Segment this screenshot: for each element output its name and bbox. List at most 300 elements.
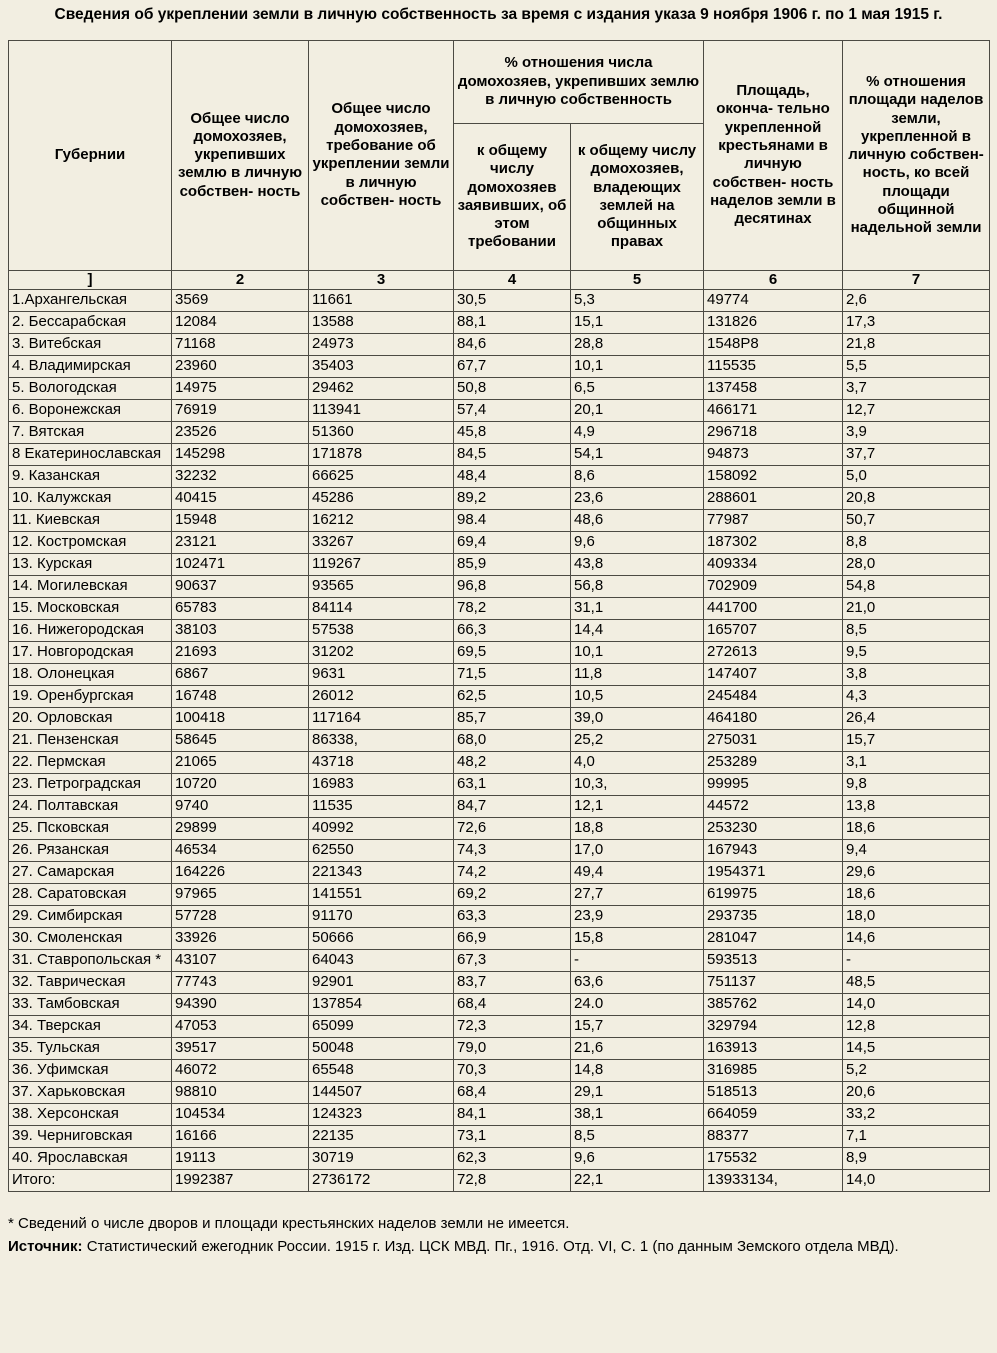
column-number: 4 bbox=[454, 270, 571, 289]
value-cell: 32232 bbox=[172, 466, 309, 488]
value-cell: 98.4 bbox=[454, 510, 571, 532]
table-row bbox=[9, 1082, 990, 1104]
value-cell: 99995 bbox=[704, 774, 843, 796]
province-cell: 14. Могилевская bbox=[9, 576, 172, 598]
value-cell: 15,7 bbox=[843, 730, 990, 752]
value-cell: 22,1 bbox=[571, 1170, 704, 1192]
value-cell: 84,5 bbox=[454, 444, 571, 466]
value-cell: 6,5 bbox=[571, 378, 704, 400]
value-cell: 51360 bbox=[309, 422, 454, 444]
province-cell: 31. Ставропольская * bbox=[9, 950, 172, 972]
value-cell: 16166 bbox=[172, 1126, 309, 1148]
value-cell: 43107 bbox=[172, 950, 309, 972]
province-cell: 18. Олонецкая bbox=[9, 664, 172, 686]
value-cell: 96,8 bbox=[454, 576, 571, 598]
value-cell: 49774 bbox=[704, 290, 843, 312]
value-cell: 14975 bbox=[172, 378, 309, 400]
value-cell: 44572 bbox=[704, 796, 843, 818]
value-cell: 62,5 bbox=[454, 686, 571, 708]
table-row bbox=[9, 334, 990, 356]
province-cell: 32. Таврическая bbox=[9, 972, 172, 994]
table-row bbox=[9, 664, 990, 686]
table-row bbox=[9, 598, 990, 620]
value-cell: 54,8 bbox=[843, 576, 990, 598]
value-cell: 8,8 bbox=[843, 532, 990, 554]
value-cell: 245484 bbox=[704, 686, 843, 708]
value-cell: 29,6 bbox=[843, 862, 990, 884]
province-cell: 8 Екатеринославская bbox=[9, 444, 172, 466]
value-cell: 14,0 bbox=[843, 994, 990, 1016]
table-row bbox=[9, 1126, 990, 1148]
value-cell: 85,9 bbox=[454, 554, 571, 576]
table-row bbox=[9, 730, 990, 752]
province-cell: 3. Витебская bbox=[9, 334, 172, 356]
column-number: 6 bbox=[704, 270, 843, 289]
value-cell: 385762 bbox=[704, 994, 843, 1016]
value-cell: 28,0 bbox=[843, 554, 990, 576]
value-cell: 29,1 bbox=[571, 1082, 704, 1104]
table-row bbox=[9, 488, 990, 510]
value-cell: 466171 bbox=[704, 400, 843, 422]
value-cell: 63,3 bbox=[454, 906, 571, 928]
value-cell: 9,6 bbox=[571, 1148, 704, 1170]
province-cell: 11. Киевская bbox=[9, 510, 172, 532]
province-cell: 29. Симбирская bbox=[9, 906, 172, 928]
table-row bbox=[9, 378, 990, 400]
value-cell: 272613 bbox=[704, 642, 843, 664]
value-cell: 77743 bbox=[172, 972, 309, 994]
value-cell: 21065 bbox=[172, 752, 309, 774]
value-cell: 35403 bbox=[309, 356, 454, 378]
value-cell: 1954371 bbox=[704, 862, 843, 884]
value-cell: 39517 bbox=[172, 1038, 309, 1060]
value-cell: 27,7 bbox=[571, 884, 704, 906]
province-cell: 28. Саратовская bbox=[9, 884, 172, 906]
column-number: 3 bbox=[309, 270, 454, 289]
value-cell: 68,0 bbox=[454, 730, 571, 752]
value-cell: 88,1 bbox=[454, 312, 571, 334]
value-cell: 84114 bbox=[309, 598, 454, 620]
value-cell: 49,4 bbox=[571, 862, 704, 884]
value-cell: 21,0 bbox=[843, 598, 990, 620]
value-cell: 275031 bbox=[704, 730, 843, 752]
value-cell: 79,0 bbox=[454, 1038, 571, 1060]
value-cell: 20,6 bbox=[843, 1082, 990, 1104]
value-cell: 9631 bbox=[309, 664, 454, 686]
value-cell: 15,1 bbox=[571, 312, 704, 334]
value-cell: 12,8 bbox=[843, 1016, 990, 1038]
value-cell: 6867 bbox=[172, 664, 309, 686]
value-cell: 9,8 bbox=[843, 774, 990, 796]
value-cell: 48,4 bbox=[454, 466, 571, 488]
table-row bbox=[9, 752, 990, 774]
value-cell: 65548 bbox=[309, 1060, 454, 1082]
value-cell: 16748 bbox=[172, 686, 309, 708]
value-cell: - bbox=[843, 950, 990, 972]
value-cell: 15948 bbox=[172, 510, 309, 532]
value-cell: 187302 bbox=[704, 532, 843, 554]
value-cell: 14,6 bbox=[843, 928, 990, 950]
page-title: Сведения об укреплении земли в личную собственность за время с издания указа 9 ноября 1906 г. по 1 мая 1915 г. bbox=[54, 6, 943, 23]
value-cell: 14,0 bbox=[843, 1170, 990, 1192]
value-cell: 15,8 bbox=[571, 928, 704, 950]
value-cell: 12,7 bbox=[843, 400, 990, 422]
value-cell: 23,9 bbox=[571, 906, 704, 928]
value-cell: 48,2 bbox=[454, 752, 571, 774]
table-body bbox=[9, 290, 990, 1192]
table-row bbox=[9, 950, 990, 972]
value-cell: 10,5 bbox=[571, 686, 704, 708]
value-cell: 14,5 bbox=[843, 1038, 990, 1060]
value-cell: 3569 bbox=[172, 290, 309, 312]
province-cell: 39. Черниговская bbox=[9, 1126, 172, 1148]
province-cell: 36. Уфимская bbox=[9, 1060, 172, 1082]
value-cell: 8,9 bbox=[843, 1148, 990, 1170]
value-cell: 93565 bbox=[309, 576, 454, 598]
table-row bbox=[9, 1038, 990, 1060]
table-row bbox=[9, 576, 990, 598]
table-row bbox=[9, 1104, 990, 1126]
source-text: Статистический ежегодник России. 1915 г. Изд. ЦСК МВД. Пг., 1916. Отд. VI, С. 1 (по данным Земского отдела МВД). bbox=[86, 1237, 899, 1255]
value-cell: 57,4 bbox=[454, 400, 571, 422]
value-cell: 86338, bbox=[309, 730, 454, 752]
table-row bbox=[9, 466, 990, 488]
footnote: * Сведений о числе дворов и площади крестьянских наделов земли не имеется. bbox=[8, 1215, 570, 1233]
value-cell: 119267 bbox=[309, 554, 454, 576]
province-cell: 7. Вятская bbox=[9, 422, 172, 444]
value-cell: 69,5 bbox=[454, 642, 571, 664]
header-pct-group: % отношения числа домохозяев, укрепивших землю в личную собственность bbox=[454, 40, 704, 123]
value-cell: 16212 bbox=[309, 510, 454, 532]
province-cell: 20. Орловская bbox=[9, 708, 172, 730]
province-cell: 6. Воронежская bbox=[9, 400, 172, 422]
value-cell: 50048 bbox=[309, 1038, 454, 1060]
table-row bbox=[9, 444, 990, 466]
value-cell: 5,0 bbox=[843, 466, 990, 488]
value-cell: 593513 bbox=[704, 950, 843, 972]
value-cell: 23526 bbox=[172, 422, 309, 444]
table-row bbox=[9, 928, 990, 950]
value-cell: 14,8 bbox=[571, 1060, 704, 1082]
table-row bbox=[9, 686, 990, 708]
value-cell: 58645 bbox=[172, 730, 309, 752]
value-cell: 30719 bbox=[309, 1148, 454, 1170]
province-cell: 40. Ярославская bbox=[9, 1148, 172, 1170]
value-cell: 62550 bbox=[309, 840, 454, 862]
value-cell: 43718 bbox=[309, 752, 454, 774]
value-cell: 72,6 bbox=[454, 818, 571, 840]
value-cell: 8,6 bbox=[571, 466, 704, 488]
value-cell: 124323 bbox=[309, 1104, 454, 1126]
value-cell: 2736172 bbox=[309, 1170, 454, 1192]
province-cell: 34. Тверская bbox=[9, 1016, 172, 1038]
value-cell: 113941 bbox=[309, 400, 454, 422]
value-cell: 94390 bbox=[172, 994, 309, 1016]
value-cell: - bbox=[571, 950, 704, 972]
value-cell: 84,1 bbox=[454, 1104, 571, 1126]
table-row bbox=[9, 1148, 990, 1170]
value-cell: 5,3 bbox=[571, 290, 704, 312]
value-cell: 88377 bbox=[704, 1126, 843, 1148]
value-cell: 18,6 bbox=[843, 884, 990, 906]
value-cell: 57538 bbox=[309, 620, 454, 642]
value-cell: 13933134, bbox=[704, 1170, 843, 1192]
value-cell: 9,4 bbox=[843, 840, 990, 862]
table-row bbox=[9, 356, 990, 378]
table-row bbox=[9, 290, 990, 312]
value-cell: 145298 bbox=[172, 444, 309, 466]
value-cell: 71,5 bbox=[454, 664, 571, 686]
value-cell: 40992 bbox=[309, 818, 454, 840]
province-cell: 10. Калужская bbox=[9, 488, 172, 510]
value-cell: 48,5 bbox=[843, 972, 990, 994]
value-cell: 100418 bbox=[172, 708, 309, 730]
value-cell: 115535 bbox=[704, 356, 843, 378]
table-row bbox=[9, 620, 990, 642]
table-header bbox=[9, 40, 990, 289]
value-cell: 1992387 bbox=[172, 1170, 309, 1192]
province-cell: 30. Смоленская bbox=[9, 928, 172, 950]
value-cell: 102471 bbox=[172, 554, 309, 576]
value-cell: 72,3 bbox=[454, 1016, 571, 1038]
source-label: Источник: bbox=[8, 1237, 83, 1255]
value-cell: 89,2 bbox=[454, 488, 571, 510]
value-cell: 85,7 bbox=[454, 708, 571, 730]
value-cell: 18,0 bbox=[843, 906, 990, 928]
value-cell: 83,7 bbox=[454, 972, 571, 994]
header-gubernii: Губернии bbox=[9, 40, 172, 270]
table-row bbox=[9, 796, 990, 818]
value-cell: 40415 bbox=[172, 488, 309, 510]
value-cell: 50,7 bbox=[843, 510, 990, 532]
value-cell: 54,1 bbox=[571, 444, 704, 466]
table-row bbox=[9, 994, 990, 1016]
province-cell: Итого: bbox=[9, 1170, 172, 1192]
province-cell: 9. Казанская bbox=[9, 466, 172, 488]
value-cell: 147407 bbox=[704, 664, 843, 686]
value-cell: 441700 bbox=[704, 598, 843, 620]
value-cell: 26012 bbox=[309, 686, 454, 708]
value-cell: 464180 bbox=[704, 708, 843, 730]
value-cell: 3,8 bbox=[843, 664, 990, 686]
value-cell: 619975 bbox=[704, 884, 843, 906]
value-cell: 92901 bbox=[309, 972, 454, 994]
value-cell: 30,5 bbox=[454, 290, 571, 312]
value-cell: 9,6 bbox=[571, 532, 704, 554]
value-cell: 163913 bbox=[704, 1038, 843, 1060]
value-cell: 21693 bbox=[172, 642, 309, 664]
table-row bbox=[9, 884, 990, 906]
table-row bbox=[9, 862, 990, 884]
value-cell: 43,8 bbox=[571, 554, 704, 576]
value-cell: 11,8 bbox=[571, 664, 704, 686]
value-cell: 253289 bbox=[704, 752, 843, 774]
value-cell: 24973 bbox=[309, 334, 454, 356]
value-cell: 38103 bbox=[172, 620, 309, 642]
value-cell: 48,6 bbox=[571, 510, 704, 532]
header-row-group bbox=[9, 40, 990, 123]
header-area: Площадь, оконча- тельно укрепленной крестьянами в личную собствен- ность наделов земли в десятинах bbox=[704, 40, 843, 270]
value-cell: 72,8 bbox=[454, 1170, 571, 1192]
value-cell: 23121 bbox=[172, 532, 309, 554]
value-cell: 518513 bbox=[704, 1082, 843, 1104]
value-cell: 25,2 bbox=[571, 730, 704, 752]
value-cell: 33267 bbox=[309, 532, 454, 554]
value-cell: 11661 bbox=[309, 290, 454, 312]
value-cell: 5,5 bbox=[843, 356, 990, 378]
value-cell: 167943 bbox=[704, 840, 843, 862]
value-cell: 90637 bbox=[172, 576, 309, 598]
province-cell: 19. Оренбургская bbox=[9, 686, 172, 708]
value-cell: 21,8 bbox=[843, 334, 990, 356]
province-cell: 23. Петроградская bbox=[9, 774, 172, 796]
table-row bbox=[9, 400, 990, 422]
table-row bbox=[9, 972, 990, 994]
table-row bbox=[9, 906, 990, 928]
value-cell: 20,1 bbox=[571, 400, 704, 422]
table-row bbox=[9, 774, 990, 796]
header-pct-declared: к общему числу домохозяев заявивших, об этом требовании bbox=[454, 123, 571, 270]
column-number: 2 bbox=[172, 270, 309, 289]
value-cell: 39,0 bbox=[571, 708, 704, 730]
value-cell: 13,8 bbox=[843, 796, 990, 818]
value-cell: 69,4 bbox=[454, 532, 571, 554]
value-cell: 7,1 bbox=[843, 1126, 990, 1148]
value-cell: 4,3 bbox=[843, 686, 990, 708]
table-row bbox=[9, 840, 990, 862]
province-cell: 35. Тульская bbox=[9, 1038, 172, 1060]
value-cell: 63,6 bbox=[571, 972, 704, 994]
table-row bbox=[9, 1016, 990, 1038]
province-cell: 16. Нижегородская bbox=[9, 620, 172, 642]
value-cell: 71168 bbox=[172, 334, 309, 356]
value-cell: 74,2 bbox=[454, 862, 571, 884]
value-cell: 24.0 bbox=[571, 994, 704, 1016]
province-cell: 17. Новгородская bbox=[9, 642, 172, 664]
value-cell: 117164 bbox=[309, 708, 454, 730]
table-row bbox=[9, 554, 990, 576]
value-cell: 253230 bbox=[704, 818, 843, 840]
value-cell: 66625 bbox=[309, 466, 454, 488]
value-cell: 8,5 bbox=[843, 620, 990, 642]
value-cell: 10720 bbox=[172, 774, 309, 796]
value-cell: 664059 bbox=[704, 1104, 843, 1126]
value-cell: 702909 bbox=[704, 576, 843, 598]
value-cell: 1548Р8 bbox=[704, 334, 843, 356]
value-cell: 45286 bbox=[309, 488, 454, 510]
province-cell: 24. Полтавская bbox=[9, 796, 172, 818]
province-cell: 13. Курская bbox=[9, 554, 172, 576]
value-cell: 17,0 bbox=[571, 840, 704, 862]
province-cell: 4. Владимирская bbox=[9, 356, 172, 378]
value-cell: 74,3 bbox=[454, 840, 571, 862]
province-cell: 2. Бессарабская bbox=[9, 312, 172, 334]
province-cell: 15. Московская bbox=[9, 598, 172, 620]
value-cell: 104534 bbox=[172, 1104, 309, 1126]
value-cell: 9,5 bbox=[843, 642, 990, 664]
value-cell: 50,8 bbox=[454, 378, 571, 400]
value-cell: 8,5 bbox=[571, 1126, 704, 1148]
value-cell: 50666 bbox=[309, 928, 454, 950]
value-cell: 164226 bbox=[172, 862, 309, 884]
value-cell: 46072 bbox=[172, 1060, 309, 1082]
value-cell: 221343 bbox=[309, 862, 454, 884]
table-row bbox=[9, 510, 990, 532]
source-line bbox=[8, 1237, 989, 1257]
value-cell: 4,9 bbox=[571, 422, 704, 444]
value-cell: 28,8 bbox=[571, 334, 704, 356]
totals-row bbox=[9, 1170, 990, 1192]
value-cell: 76919 bbox=[172, 400, 309, 422]
value-cell: 69,2 bbox=[454, 884, 571, 906]
value-cell: 67,7 bbox=[454, 356, 571, 378]
province-cell: 22. Пермская bbox=[9, 752, 172, 774]
value-cell: 18,6 bbox=[843, 818, 990, 840]
table-row bbox=[9, 708, 990, 730]
province-cell: 38. Херсонская bbox=[9, 1104, 172, 1126]
value-cell: 77987 bbox=[704, 510, 843, 532]
value-cell: 78,2 bbox=[454, 598, 571, 620]
value-cell: 158092 bbox=[704, 466, 843, 488]
value-cell: 68,4 bbox=[454, 1082, 571, 1104]
value-cell: 94873 bbox=[704, 444, 843, 466]
value-cell: 3,7 bbox=[843, 378, 990, 400]
province-cell: 12. Костромская bbox=[9, 532, 172, 554]
value-cell: 84,7 bbox=[454, 796, 571, 818]
value-cell: 29899 bbox=[172, 818, 309, 840]
value-cell: 3,1 bbox=[843, 752, 990, 774]
header-total-fixed: Общее число домохозяев, укрепивших землю в личную собствен- ность bbox=[172, 40, 309, 270]
value-cell: 33,2 bbox=[843, 1104, 990, 1126]
value-cell: 98810 bbox=[172, 1082, 309, 1104]
value-cell: 5,2 bbox=[843, 1060, 990, 1082]
header-pct-communal: к общему числу домохозяев, владеющих землей на общинных правах bbox=[571, 123, 704, 270]
value-cell: 288601 bbox=[704, 488, 843, 510]
value-cell: 38,1 bbox=[571, 1104, 704, 1126]
value-cell: 67,3 bbox=[454, 950, 571, 972]
value-cell: 293735 bbox=[704, 906, 843, 928]
province-cell: 26. Рязанская bbox=[9, 840, 172, 862]
value-cell: 91170 bbox=[309, 906, 454, 928]
value-cell: 171878 bbox=[309, 444, 454, 466]
statistics-table bbox=[8, 40, 990, 1192]
column-number-row bbox=[9, 270, 990, 289]
value-cell: 751137 bbox=[704, 972, 843, 994]
province-cell: 37. Харьковская bbox=[9, 1082, 172, 1104]
value-cell: 20,8 bbox=[843, 488, 990, 510]
province-cell: 5. Вологодская bbox=[9, 378, 172, 400]
column-number: 7 bbox=[843, 270, 990, 289]
value-cell: 2,6 bbox=[843, 290, 990, 312]
value-cell: 13588 bbox=[309, 312, 454, 334]
value-cell: 21,6 bbox=[571, 1038, 704, 1060]
value-cell: 12084 bbox=[172, 312, 309, 334]
value-cell: 57728 bbox=[172, 906, 309, 928]
table-row bbox=[9, 818, 990, 840]
value-cell: 175532 bbox=[704, 1148, 843, 1170]
header-pct-area: % отношения площади наделов земли, укрепленной в личную собствен- ность, ко всей площади общинной надельной земли bbox=[843, 40, 990, 270]
value-cell: 16983 bbox=[309, 774, 454, 796]
value-cell: 329794 bbox=[704, 1016, 843, 1038]
value-cell: 37,7 bbox=[843, 444, 990, 466]
value-cell: 17,3 bbox=[843, 312, 990, 334]
province-cell: 33. Тамбовская bbox=[9, 994, 172, 1016]
value-cell: 11535 bbox=[309, 796, 454, 818]
value-cell: 12,1 bbox=[571, 796, 704, 818]
value-cell: 97965 bbox=[172, 884, 309, 906]
value-cell: 3,9 bbox=[843, 422, 990, 444]
value-cell: 29462 bbox=[309, 378, 454, 400]
